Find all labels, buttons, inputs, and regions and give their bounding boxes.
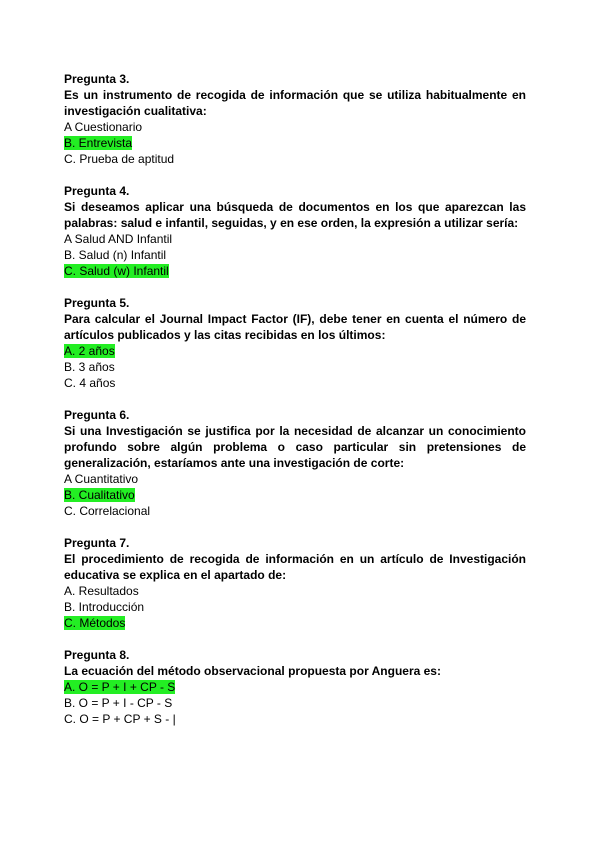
question-block [64, 295, 526, 391]
answer-option-label: C. Correlacional [64, 504, 151, 518]
answer-option [64, 359, 526, 375]
answer-option-label: B. Salud (n) Infantil [64, 248, 167, 262]
answer-option-label: B. 3 años [64, 360, 115, 374]
answer-option-label: C. 4 años [64, 376, 116, 390]
question-text: El procedimiento de recogida de información en un artículo de Investigación educativa se explica en el apartado de: [64, 552, 526, 582]
answer-option [64, 695, 526, 711]
answer-option-label: C. Salud (w) Infantil [64, 264, 169, 278]
answer-option [64, 471, 526, 487]
question-title: Pregunta 3. [64, 72, 130, 86]
question-title: Pregunta 6. [64, 408, 130, 422]
answer-option-label: A Cuestionario [64, 120, 143, 134]
correct-answer-option [64, 135, 526, 151]
answer-option-label: C. Prueba de aptitud [64, 152, 175, 166]
answer-option [64, 711, 526, 727]
answer-option-label: C. Métodos [64, 616, 126, 630]
question-block [64, 407, 526, 519]
answer-option [64, 247, 526, 263]
answer-option [64, 119, 526, 135]
question-block [64, 183, 526, 279]
correct-answer-option [64, 615, 526, 631]
answer-option-label: C. O = P + CP + S - | [64, 712, 176, 726]
correct-answer-option [64, 343, 526, 359]
answer-option [64, 583, 526, 599]
answer-option-label: A. 2 años [64, 344, 115, 358]
question-title: Pregunta 7. [64, 536, 130, 550]
question-text: Si una Investigación se justifica por la necesidad de alcanzar un conocimiento profundo sobre algún problema o caso particular sin pretensiones de generalización, estaríamos ante una investigación de corte: [64, 424, 526, 470]
answer-option-label: A. O = P + I + CP - S [64, 680, 176, 694]
question-block [64, 647, 526, 727]
question-text: Si deseamos aplicar una búsqueda de documentos en los que aparezcan las palabras: salud e infantil, seguidas, y en ese orden, la expresión a utilizar sería: [64, 200, 526, 230]
answer-option [64, 503, 526, 519]
question-block [64, 71, 526, 167]
question-title: Pregunta 5. [64, 296, 130, 310]
question-block [64, 535, 526, 631]
answer-option-label: B. O = P + I - CP - S [64, 696, 173, 710]
answer-option-label: A Cuantitativo [64, 472, 139, 486]
question-title: Pregunta 4. [64, 184, 130, 198]
answer-option-label: B. Introducción [64, 600, 145, 614]
answer-option [64, 151, 526, 167]
question-text: Para calcular el Journal Impact Factor (IF), debe tener en cuenta el número de artículos publicados y las citas recibidas en los últimos: [64, 312, 526, 342]
answer-option [64, 375, 526, 391]
answer-option-label: B. Cualitativo [64, 488, 135, 502]
correct-answer-option [64, 679, 526, 695]
question-text: Es un instrumento de recogida de información que se utiliza habitualmente en investigación cualitativa: [64, 88, 526, 118]
answer-option-label: B. Entrevista [64, 136, 133, 150]
answer-option-label: A. Resultados [64, 584, 139, 598]
answer-option-label: A Salud AND Infantil [64, 232, 173, 246]
correct-answer-option [64, 263, 526, 279]
question-text: La ecuación del método observacional propuesta por Anguera es: [64, 664, 441, 678]
correct-answer-option [64, 487, 526, 503]
question-title: Pregunta 8. [64, 648, 130, 662]
answer-option [64, 231, 526, 247]
answer-option [64, 599, 526, 615]
quiz-page [64, 71, 526, 743]
